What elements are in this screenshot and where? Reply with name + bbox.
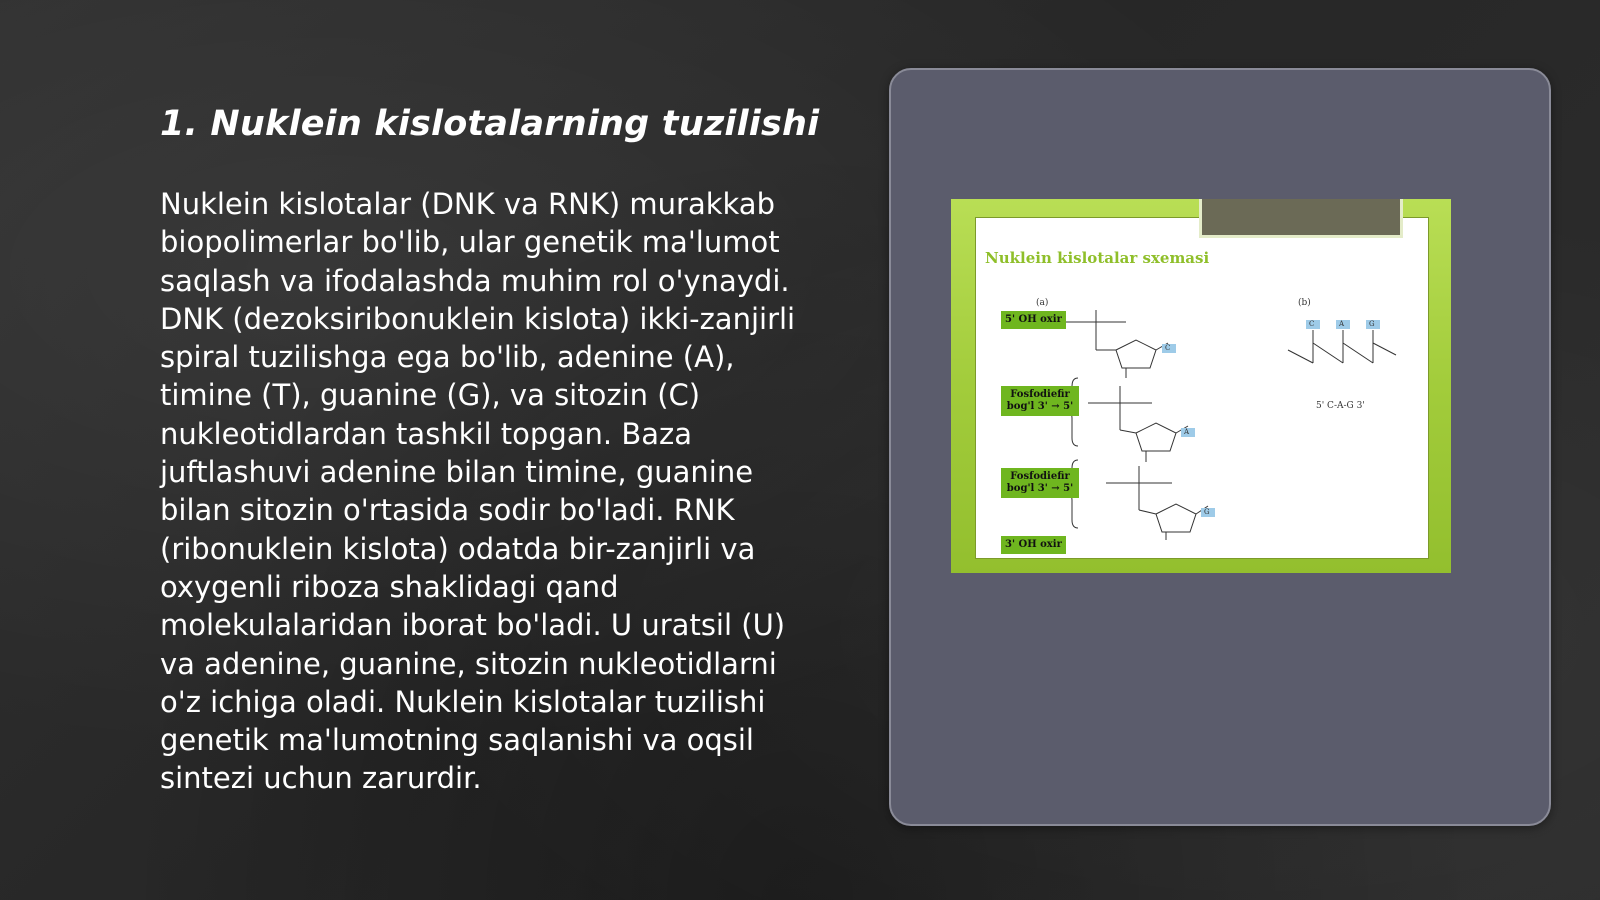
nucleic-acid-diagram bbox=[951, 199, 1451, 573]
sequence-label: 5' C-A-G 3' bbox=[1316, 401, 1365, 411]
tag-phosphodiester-1: Fosfodiefir bog'l 3' → 5' bbox=[1001, 386, 1079, 416]
panel-a-label: (a) bbox=[1036, 298, 1049, 308]
base-label-a2: A bbox=[1184, 428, 1190, 436]
tag-3-oh-end: 3' OH oxir bbox=[1001, 536, 1066, 554]
image-panel bbox=[889, 68, 1551, 826]
tag-5-oh-end: 5' OH oxir bbox=[1001, 311, 1066, 329]
slide-title: 1. Nuklein kislotalarning tuzilishi bbox=[160, 104, 820, 144]
diagram-title: Nuklein kislotalar sxemasi bbox=[985, 249, 1210, 267]
base-label-a1: C bbox=[1165, 344, 1171, 352]
base-label-a3: G bbox=[1204, 508, 1210, 516]
base-label-b3: G bbox=[1369, 320, 1375, 328]
slide-body-text: Nuklein kislotalar (DNK va RNK) murakkab biopolimerlar bo'lib, ular genetik ma'lumot saqlash va ifodalashda muhim rol o'ynaydi. DNK (dezoksiribonuklein kislota) ikki-zanjirli spiral tuzilishga ega bo'lib, adenine (A), timine (T), guanine (G), va sitozin (C) nukleotidlardan tashkil topgan. Baza juftlashuvi adenine bilan timine, guanine bilan sitozin o'rtasida sodir bo'ladi. RNK (ribonuklein kislota) odatda bir-zanjirli va oxygenli riboza shaklidagi qand molekulalaridan iborat bo'ladi. U uratsil (U) va adenine, guanine, sitozin nukleotidlarni o'z ichiga oladi. Nuklein kislotalar tuzilishi genetik ma'lumotning saqlanishi va oqsil sintezi uchun zarurdir. bbox=[160, 187, 796, 796]
base-label-b1: C bbox=[1309, 320, 1315, 328]
base-label-b2: A bbox=[1339, 320, 1345, 328]
diagram-canvas bbox=[975, 217, 1429, 559]
tag-phosphodiester-2: Fosfodiefir bog'l 3' → 5' bbox=[1001, 468, 1079, 498]
panel-b-label: (b) bbox=[1298, 298, 1311, 308]
diagram-tab-decoration bbox=[1199, 199, 1403, 238]
